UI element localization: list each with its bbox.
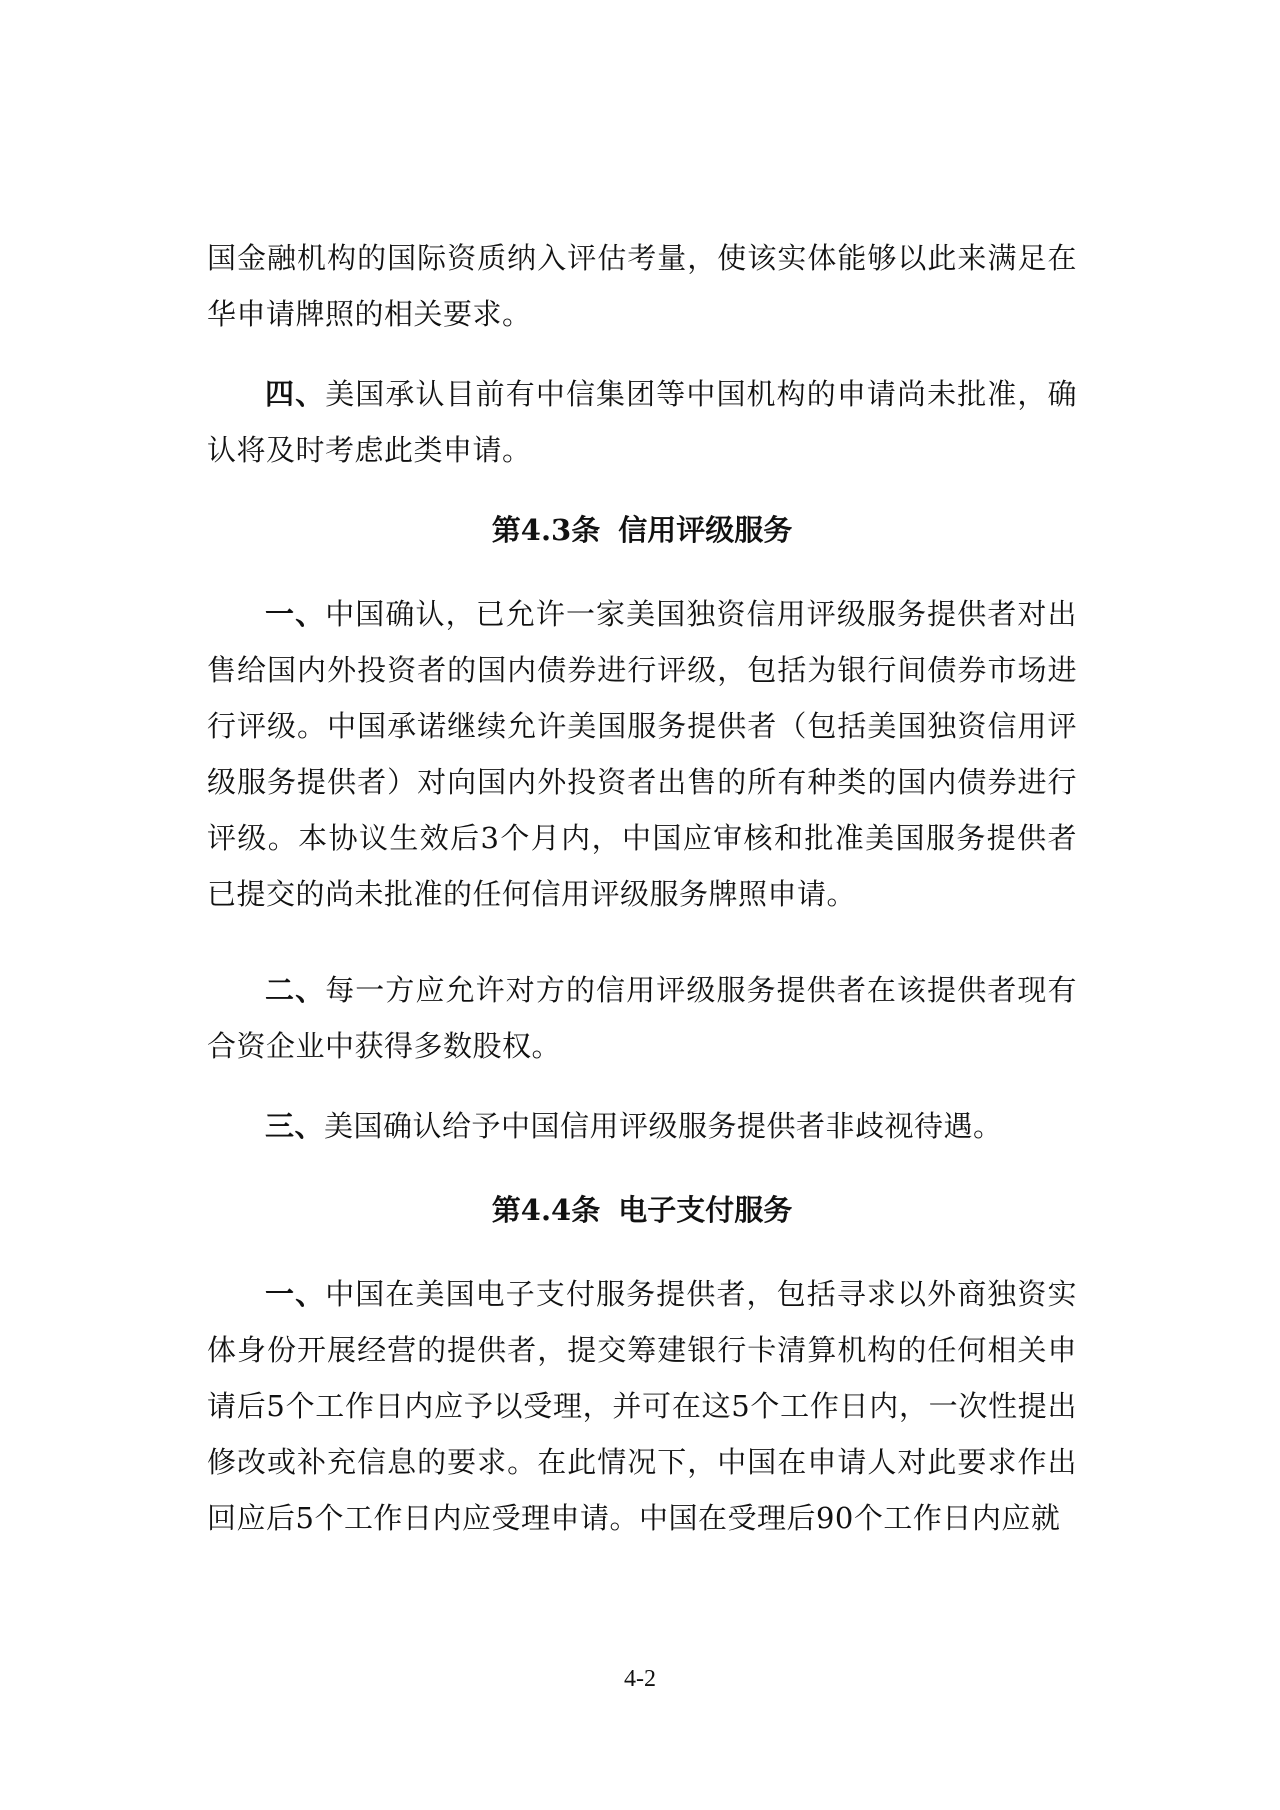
article-heading-4-3 — [207, 502, 1077, 558]
paragraph-lead: 一、 — [265, 597, 326, 631]
paragraph-text: 中国在美国电子支付服务提供者，包括寻求以外商独资实体身份开展经营的提供者，提交筹建银行卡清算机构的任何相关申请后5个工作日内应予以受理，并可在这5个工作日内，一次性提出修改或补充信息的要求。在此情况下，中国在申请人对此要求作出回应后5个工作日内应受理申请。中国在受理后90个工作日内应就 — [207, 1277, 1077, 1535]
paragraph-lead: 四、 — [265, 377, 326, 411]
paragraph-text: 每一方应允许对方的信用评级服务提供者在该提供者现有合资企业中获得多数股权。 — [207, 973, 1077, 1063]
paragraph-lead: 一、 — [265, 1277, 326, 1311]
article-number: 第4.4条 — [491, 1193, 601, 1227]
paragraph-article-4-3-item-3 — [207, 1098, 1077, 1154]
article-number: 第4.3条 — [491, 513, 601, 547]
paragraph-text: 国金融机构的国际资质纳入评估考量，使该实体能够以此来满足在华申请牌照的相关要求。 — [207, 241, 1077, 331]
paragraph-article-4-3-item-1 — [207, 586, 1077, 922]
paragraph-text: 美国确认给予中国信用评级服务提供者非歧视待遇。 — [324, 1109, 1003, 1143]
paragraph-lead: 二、 — [265, 973, 326, 1007]
paragraph-lead: 三、 — [265, 1109, 325, 1143]
paragraph-article-4-3-item-2 — [207, 962, 1077, 1074]
article-title: 信用评级服务 — [618, 513, 793, 547]
paragraph-article-4-4-item-1 — [207, 1266, 1077, 1546]
paragraph-article-4-2-item-4 — [207, 366, 1077, 478]
page-number: 4-2 — [624, 1666, 656, 1692]
paragraph-continuation — [207, 230, 1077, 342]
article-heading-4-4 — [207, 1182, 1077, 1238]
paragraph-text: 中国确认，已允许一家美国独资信用评级服务提供者对出售给国内外投资者的国内债券进行评级，包括为银行间债券市场进行评级。中国承诺继续允许美国服务提供者（包括美国独资信用评级服务提供者）对向国内外投资者出售的所有种类的国内债券进行评级。本协议生效后3个月内，中国应审核和批准美国服务提供者已提交的尚未批准的任何信用评级服务牌照申请。 — [207, 597, 1077, 911]
paragraph-text: 美国承认目前有中信集团等中国机构的申请尚未批准，确认将及时考虑此类申请。 — [207, 377, 1077, 467]
article-title: 电子支付服务 — [618, 1193, 793, 1227]
